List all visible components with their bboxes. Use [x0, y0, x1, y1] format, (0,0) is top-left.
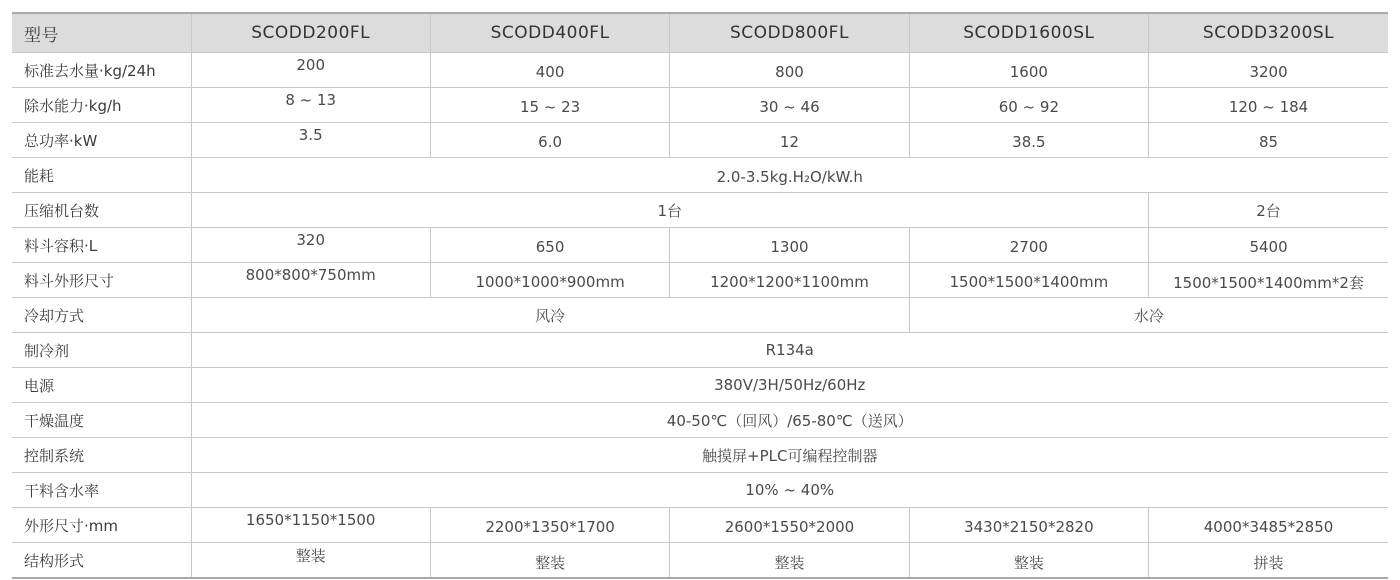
table-row	[12, 368, 1388, 403]
cell-text: 380V/3H/50Hz/60Hz	[714, 376, 866, 394]
cell-value	[909, 123, 1148, 158]
cell-text: 拼装	[1253, 553, 1284, 572]
cell-text: 2600*1550*2000	[724, 518, 855, 536]
cell-text: 320	[296, 231, 326, 249]
model-name: SCODD200FL	[191, 13, 430, 53]
cell-value	[430, 53, 669, 88]
model-name: SCODD800FL	[670, 13, 909, 53]
row-label: 外形尺寸·mm	[12, 508, 191, 543]
cell-text: 4000*3485*2850	[1203, 518, 1334, 536]
model-name: SCODD400FL	[430, 13, 669, 53]
row-label: 冷却方式	[12, 298, 191, 333]
cell-value	[909, 88, 1148, 123]
table-row	[12, 473, 1388, 508]
cell-value	[191, 438, 1388, 473]
table-row	[12, 403, 1388, 438]
table-row	[12, 193, 1388, 228]
cell-text: 1200*1200*1100mm	[710, 273, 869, 291]
cell-text: 60 ~ 92	[998, 98, 1059, 116]
row-label: 电源	[12, 368, 191, 403]
cell-text: R134a	[765, 341, 814, 359]
cell-value	[670, 53, 909, 88]
cell-value	[191, 53, 430, 88]
cell-text: 30 ~ 46	[759, 98, 820, 116]
cell-value	[1149, 88, 1388, 123]
cell-value	[191, 158, 1388, 193]
row-label: 控制系统	[12, 438, 191, 473]
row-label: 料斗容积·L	[12, 228, 191, 263]
cell-value	[1149, 193, 1388, 228]
cell-value	[1149, 263, 1388, 298]
cell-value	[909, 508, 1148, 543]
cell-text: 120 ~ 184	[1228, 98, 1309, 116]
cell-value	[191, 193, 1149, 228]
cell-value	[191, 88, 430, 123]
cell-value	[191, 263, 430, 298]
cell-value	[909, 53, 1148, 88]
cell-text: 2700	[1009, 238, 1048, 256]
row-label: 能耗	[12, 158, 191, 193]
cell-text: 2200*1350*1700	[485, 518, 615, 536]
cell-value	[430, 88, 669, 123]
cell-value	[430, 543, 669, 579]
cell-text: 5400	[1249, 238, 1288, 256]
table-row	[12, 508, 1388, 543]
cell-value	[1149, 53, 1388, 88]
cell-text: 1650*1150*1500	[245, 511, 376, 529]
cell-text: 1500*1500*1400mm	[949, 273, 1109, 291]
cell-value	[1149, 543, 1388, 579]
row-label: 总功率·kW	[12, 123, 191, 158]
table-row	[12, 123, 1388, 158]
cell-text: 3430*2150*2820	[964, 518, 1094, 536]
cell-value	[430, 123, 669, 158]
cell-value	[670, 228, 909, 263]
cell-value	[909, 228, 1148, 263]
table-row	[12, 263, 1388, 298]
cell-text: 12	[779, 133, 800, 151]
row-label: 干料含水率	[12, 473, 191, 508]
cell-text: 1500*1500*1400mm*2套	[1173, 273, 1364, 292]
cell-text: 整装	[774, 553, 805, 572]
row-label: 标准去水量·kg/24h	[12, 53, 191, 88]
cell-text: 整装	[1013, 553, 1044, 572]
cell-value	[191, 298, 909, 333]
row-label: 料斗外形尺寸	[12, 263, 191, 298]
table-row	[12, 158, 1388, 193]
cell-value	[191, 228, 430, 263]
cell-value	[191, 508, 430, 543]
cell-text: 6.0	[538, 133, 563, 151]
table-row	[12, 438, 1388, 473]
row-label: 干燥温度	[12, 403, 191, 438]
model-name: SCODD1600SL	[909, 13, 1148, 53]
cell-value	[191, 543, 430, 579]
table-row	[12, 543, 1388, 579]
row-label: 结构形式	[12, 543, 191, 579]
cell-text: 触摸屏+PLC可编程控制器	[702, 446, 878, 465]
cell-value	[1149, 508, 1388, 543]
cell-value	[670, 263, 909, 298]
cell-text: 40-50℃（回风）/65-80℃（送风）	[666, 411, 913, 430]
cell-text: 200	[296, 56, 326, 74]
cell-text: 2.0-3.5kg.H₂O/kW.h	[716, 168, 863, 186]
cell-value	[191, 473, 1388, 508]
spec-table	[12, 12, 1388, 579]
cell-value	[909, 543, 1148, 579]
cell-text: 800*800*750mm	[245, 266, 376, 284]
header-label: 型号	[12, 13, 191, 53]
cell-text: 400	[535, 63, 565, 81]
cell-text: 8 ~ 13	[285, 91, 337, 109]
table-row	[12, 228, 1388, 263]
table-row	[12, 53, 1388, 88]
cell-text: 水冷	[1133, 306, 1164, 325]
row-label: 制冷剂	[12, 333, 191, 368]
cell-value	[909, 298, 1388, 333]
cell-value	[191, 123, 430, 158]
cell-value	[191, 368, 1388, 403]
table-row	[12, 298, 1388, 333]
model-name: SCODD3200SL	[1149, 13, 1388, 53]
cell-value	[430, 508, 669, 543]
cell-text: 650	[535, 238, 565, 256]
cell-text: 3.5	[298, 126, 323, 144]
cell-value	[191, 333, 1388, 368]
cell-value	[670, 543, 909, 579]
cell-text: 85	[1258, 133, 1279, 151]
cell-text: 38.5	[1012, 133, 1046, 151]
table-row	[12, 88, 1388, 123]
cell-text: 1000*1000*900mm	[475, 273, 625, 291]
cell-value	[670, 123, 909, 158]
cell-value	[430, 228, 669, 263]
table-row	[12, 333, 1388, 368]
cell-text: 10% ~ 40%	[745, 481, 835, 499]
cell-value	[191, 403, 1388, 438]
cell-text: 风冷	[535, 306, 566, 325]
cell-text: 800	[775, 63, 804, 81]
cell-text: 15 ~ 23	[519, 98, 581, 116]
cell-value	[430, 263, 669, 298]
cell-value	[670, 88, 909, 123]
cell-text: 整装	[535, 553, 566, 572]
header-row	[12, 13, 1388, 53]
cell-value	[909, 263, 1148, 298]
cell-text: 1300	[770, 238, 809, 256]
cell-text: 1台	[657, 201, 683, 220]
cell-text: 1600	[1009, 63, 1048, 81]
cell-text: 3200	[1249, 63, 1288, 81]
cell-value	[1149, 123, 1388, 158]
cell-text: 2台	[1256, 201, 1281, 220]
cell-text: 整装	[295, 546, 326, 565]
row-label: 压缩机台数	[12, 193, 191, 228]
cell-value	[670, 508, 909, 543]
cell-value	[1149, 228, 1388, 263]
row-label: 除水能力·kg/h	[12, 88, 191, 123]
